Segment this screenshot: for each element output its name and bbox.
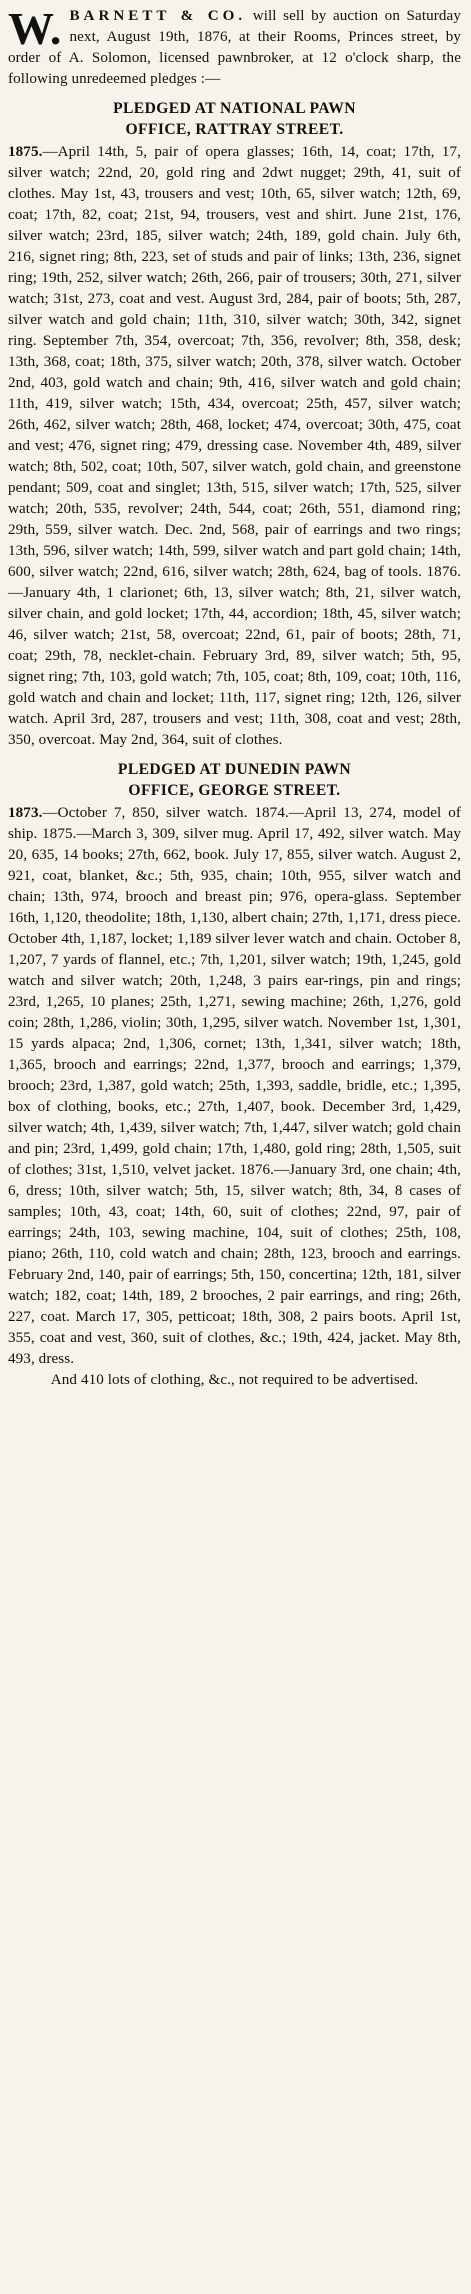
- heading-line-1: PLEDGED AT DUNEDIN PAWN: [117, 761, 352, 778]
- pledge-list-dunedin: [8, 803, 461, 1370]
- heading-line-2: OFFICE, RATTRAY STREET.: [125, 121, 344, 138]
- pledge-list-national: [8, 142, 461, 751]
- drop-cap: W.: [8, 3, 62, 54]
- section-heading-dunedin: [8, 759, 461, 801]
- heading-line-2: OFFICE, GEORGE STREET.: [128, 782, 341, 799]
- notice-intro: [8, 3, 461, 90]
- intro-text: will sell by auction on Saturday next, August 19th, 1876, at their Rooms, Princes street, by order of A. Solomon, licensed pawnbroker, at 12 o'clock sharp, the following unredeemed pledges :—: [8, 8, 461, 87]
- pledge-entries: —April 14th, 5, pair of opera glasses; 16th, 14, coat; 17th, 17, silver watch; 22nd, 20, gold ring and 2dwt nugget; 29th, 41, suit of clothes. May 1st, 43, trousers and vest; 10th, 65, silver watch; 12th, 69, coat; 17th, 82, coat; 21st, 94, trousers, vest and shirt. June 21st, 176, silver watch; 23rd, 185, silver watch; 24th, 189, gold chain. July 6th, 216, signet ring; 8th, 223, set of studs and pair of links; 13th, 236, signet ring; 19th, 252, silver watch; 26th, 266, pair of trousers; 30th, 271, silver watch; 31st, 273, coat and vest. August 3rd, 284, pair of boots; 5th, 287, silver watch and gold chain; 11th, 310, silver watch; 30th, 342, signet ring. September 7th, 354, overcoat; 7th, 356, revolver; 8th, 358, desk; 13th, 368, coat; 18th, 375, silver watch; 20th, 378, silver watch. October 2nd, 403, gold watch and chain; 9th, 416, silver watch and gold chain; 11th, 419, silver watch; 15th, 434, overcoat; 25th, 457, silver watch; 26th, 462, silver watch; 28th, 468, locket; 474, overcoat; 30th, 475, coat and vest; 476, signet ring; 479, dressing case. November 4th, 489, silver watch; 8th, 502, coat; 10th, 507, silver watch, gold chain, and greenstone pendant; 509, coat and singlet; 13th, 515, silver watch; 17th, 525, silver watch; 20th, 535, revolver; 24th, 544, coat; 26th, 551, diamond ring; 29th, 559, silver watch. Dec. 2nd, 568, pair of earrings and two rings; 13th, 596, silver watch; 14th, 599, silver watch and part gold chain; 14th, 600, silver watch; 22nd, 616, silver watch; 28th, 624, bag of tools. 1876.—January 4th, 1 clarionet; 6th, 13, silver watch; 8th, 21, silver watch, silver chain, and gold locket; 17th, 44, accordion; 18th, 45, silver watch; 46, silver watch; 21st, 58, overcoat; 22nd, 61, pair of boots; 28th, 71, coat; 29th, 78, necklet-chain. February 3rd, 89, silver watch; 5th, 95, signet ring; 7th, 103, gold watch; 7th, 105, coat; 8th, 109, coat; 10th, 116, gold watch and chain and locket; 11th, 117, signet ring; 12th, 126, silver watch. April 3rd, 287, trousers and vest; 11th, 308, coat and vest; 28th, 350, overcoat. May 2nd, 364, suit of clothes.: [8, 144, 461, 748]
- heading-line-1: PLEDGED AT NATIONAL PAWN: [113, 100, 356, 117]
- year-label: 1873.: [8, 805, 43, 821]
- section-heading-national: [8, 98, 461, 140]
- year-label: 1875.: [8, 144, 43, 160]
- footer-note: And 410 lots of clothing, &c., not required to be advertised.: [50, 1372, 419, 1388]
- firm-name: BARNETT & CO.: [69, 8, 247, 24]
- pledge-entries: —October 7, 850, silver watch. 1874.—April 13, 274, model of ship. 1875.—March 3, 309, silver mug. April 17, 492, silver watch. May 20, 635, 14 books; 27th, 662, book. July 17, 855, silver watch. August 2, 921, coat, blanket, &c.; 5th, 935, chain; 10th, 955, silver watch and chain; 13th, 974, brooch and breast pin; 976, opera-glass. September 16th, 1,120, theodolite; 18th, 1,130, albert chain; 27th, 1,171, dress piece. October 4th, 1,187, locket; 1,189 silver lever watch and chain. October 8, 1,207, 7 yards of flannel, etc.; 7th, 1,201, silver watch; 19th, 1,245, gold watch and silver watch; 20th, 1,248, 3 pairs ear-rings, pin and rings; 23rd, 1,265, 10 planes; 25th, 1,271, sewing machine; 26th, 1,276, gold coin; 28th, 1,286, violin; 30th, 1,295, silver watch. November 1st, 1,301, 15 yards alpaca; 2nd, 1,306, cornet; 13th, 1,341, silver watch; 18th, 1,365, brooch and earrings; 22nd, 1,377, brooch and earrings; 1,379, brooch; 23rd, 1,387, gold watch; 25th, 1,393, saddle, bridle, etc.; 1,395, box of clothing, books, etc.; 27th, 1,407, book. December 3rd, 1,429, silver watch; 4th, 1,439, silver watch; 7th, 1,447, silver watch; gold chain and pin; 23rd, 1,499, gold chain; 17th, 1,480, gold ring; 28th, 1,505, suit of clothes; 31st, 1,510, velvet jacket. 1876.—January 3rd, one chain; 4th, 6, dress; 10th, silver watch; 5th, 15, silver watch; 8th, 34, 8 cases of samples; 10th, 43, coat; 14th, 60, suit of clothes; 22nd, 97, pair of earrings; 24th, 103, sewing machine, 104, suit of clothes; 25th, 108, piano; 26th, 110, cold watch and chain; 28th, 123, brooch and earrings. February 2nd, 140, pair of earrings; 5th, 150, concertina; 12th, 181, silver watch; 182, coat; 14th, 189, 2 brooches, 2 pair earrings, and ring; 26th, 227, coat. March 17, 305, petticoat; 18th, 308, 2 pairs boots. April 1st, 355, coat and vest, 360, suit of clothes, &c.; 19th, 424, jacket. May 8th, 493, dress.: [8, 805, 461, 1367]
